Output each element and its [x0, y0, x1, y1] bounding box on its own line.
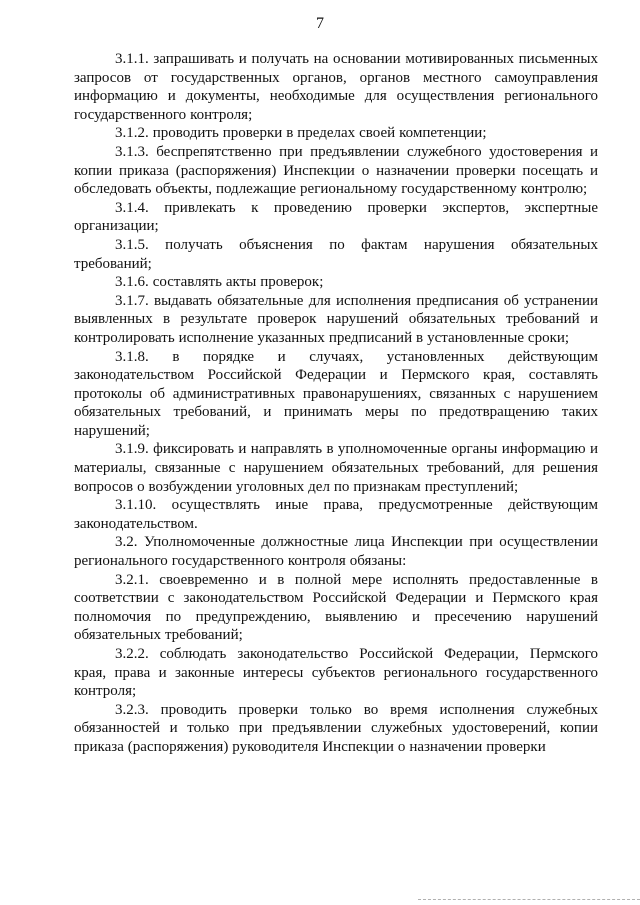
paragraph-3-1-10: 3.1.10. осуществлять иные права, предусмотренные действующим законодательством. [74, 497, 598, 532]
paragraph-3-1-3: 3.1.3. беспрепятственно при предъявлении служебного удостоверения и копии приказа (распоряжения) Инспекции о назначении проверки посещать и обследовать объекты, подлежащие региональному государственному контролю; [74, 143, 598, 198]
paragraph-3-1-8: 3.1.8. в порядке и случаях, установленных действующим законодательством Российской Федерации и Пермского края, составлять протоколы об административных правонарушениях, связанных с нарушением обязательных требований, и принимать меры по предотвращению таких нарушений; [74, 348, 598, 439]
paragraph-3-1-2: 3.1.2. проводить проверки в пределах своей компетенции; [115, 125, 487, 142]
paragraph-3-1-9: 3.1.9. фиксировать и направлять в уполномоченные органы информацию и материалы, связанные с нарушением обязательных требований, для решения вопросов о возбуждении уголовных дел по признакам преступлений; [74, 441, 598, 495]
paragraph-3-1-5: 3.1.5. получать объяснения по фактам нарушения обязательных требований; [74, 236, 598, 272]
paragraph-3-1-1: 3.1.1. запрашивать и получать на основании мотивированных письменных запросов от государственных органов, органов местного самоуправления информацию и документы, необходимые для осуществления регионального государственного контроля; [74, 51, 598, 123]
page-edge-divider [418, 899, 640, 901]
paragraph-3-1-6: 3.1.6. составлять акты проверок; [115, 274, 324, 291]
paragraph-3-1-4: 3.1.4. привлекать к проведению проверки экспертов, экспертные организации; [74, 199, 598, 235]
paragraph-3-1-7: 3.1.7. выдавать обязательные для исполнения предписания об устранении выявленных в результате проверок нарушений обязательных требований и контролировать исполнение указанных предписаний в установленные сроки; [74, 292, 598, 346]
paragraph-3-2-1: 3.2.1. своевременно и в полной мере исполнять предоставленные в соответствии с законодательством Российской Федерации и Пермского края полномочия по предупреждению, выявлению и пресечению нарушений обязательных требований; [74, 571, 598, 644]
page-number: 7 [316, 15, 324, 32]
document-body [74, 50, 598, 757]
paragraph-3-2: 3.2. Уполномоченные должностные лица Инспекции при осуществлении регионального государственного контроля обязаны: [74, 534, 598, 570]
paragraph-3-2-3: 3.2.3. проводить проверки только во время исполнения служебных обязанностей и только при предъявлении служебных удостоверений, копии приказа (распоряжения) руководителя Инспекции о назначении проверки [74, 701, 598, 755]
paragraph-3-2-2: 3.2.2. соблюдать законодательство Российской Федерации, Пермского края, права и законные интересы субъектов регионального государственного контроля; [74, 646, 598, 700]
